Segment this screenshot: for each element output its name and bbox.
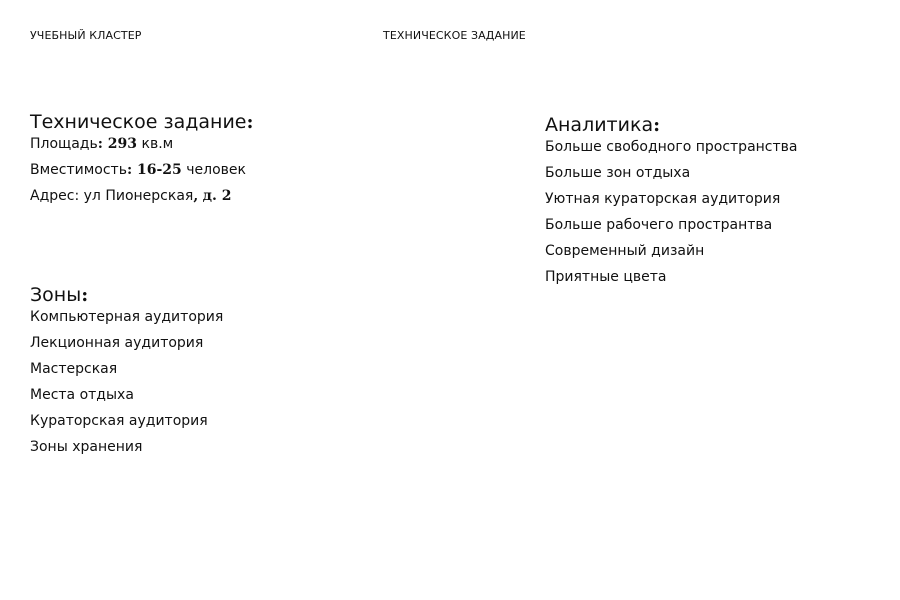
spec-address-colon: : bbox=[74, 188, 84, 204]
analytics-item: Больше рабочего пространтва bbox=[545, 217, 773, 233]
zone-item: Места отдыха bbox=[30, 387, 134, 403]
spec-capacity-value: 16-25 bbox=[137, 162, 182, 178]
spec-capacity bbox=[30, 161, 254, 187]
analytics-item: Приятные цвета bbox=[545, 269, 667, 285]
spec-address-text: ул Пионерская bbox=[83, 188, 194, 204]
header-document-title: ТЕХНИЧЕСКОЕ ЗАДАНИЕ bbox=[383, 29, 526, 42]
analytics-item: Уютная кураторская аудитория bbox=[545, 191, 781, 207]
spec-address-label: Адрес bbox=[30, 188, 75, 204]
zone-item: Зоны хранения bbox=[30, 439, 143, 455]
analytics-title-text: Аналитика bbox=[545, 114, 654, 136]
analytics-section bbox=[545, 113, 798, 294]
analytics-title bbox=[545, 113, 798, 137]
spec-address-sep: , bbox=[193, 188, 199, 204]
zone-item: Кураторская аудитория bbox=[30, 413, 208, 429]
spec-address bbox=[30, 187, 254, 213]
spec-area-colon: : bbox=[97, 136, 108, 152]
spec-area bbox=[30, 135, 254, 161]
spec-address-house: д. 2 bbox=[202, 188, 232, 204]
analytics-item: Больше свободного пространства bbox=[545, 139, 798, 155]
zones-title bbox=[30, 283, 223, 307]
spec-section bbox=[30, 110, 254, 213]
spec-capacity-unit: человек bbox=[186, 162, 246, 178]
spec-area-unit: кв.м bbox=[141, 136, 174, 152]
spec-title-colon: : bbox=[246, 111, 254, 133]
spec-capacity-label: Вместимость bbox=[30, 162, 127, 178]
zones-title-text: Зоны bbox=[30, 284, 82, 306]
analytics-list bbox=[545, 138, 798, 294]
analytics-item: Современный дизайн bbox=[545, 243, 705, 259]
header-cluster-label: УЧЕБНЫЙ КЛАСТЕР bbox=[30, 29, 142, 42]
zone-item: Компьютерная аудитория bbox=[30, 309, 224, 325]
zones-list bbox=[30, 308, 223, 464]
spec-area-value: 293 bbox=[107, 136, 138, 152]
spec-title-text: Техническое задание bbox=[30, 111, 247, 133]
zones-section bbox=[30, 283, 223, 464]
zone-item: Мастерская bbox=[30, 361, 118, 377]
spec-title bbox=[30, 110, 254, 134]
spec-area-label: Площадь bbox=[30, 136, 98, 152]
zones-title-colon: : bbox=[81, 284, 89, 306]
zone-item: Лекционная аудитория bbox=[30, 335, 204, 351]
spec-capacity-colon: : bbox=[126, 162, 138, 178]
analytics-item: Больше зон отдыха bbox=[545, 165, 691, 181]
analytics-title-colon: : bbox=[653, 114, 661, 136]
